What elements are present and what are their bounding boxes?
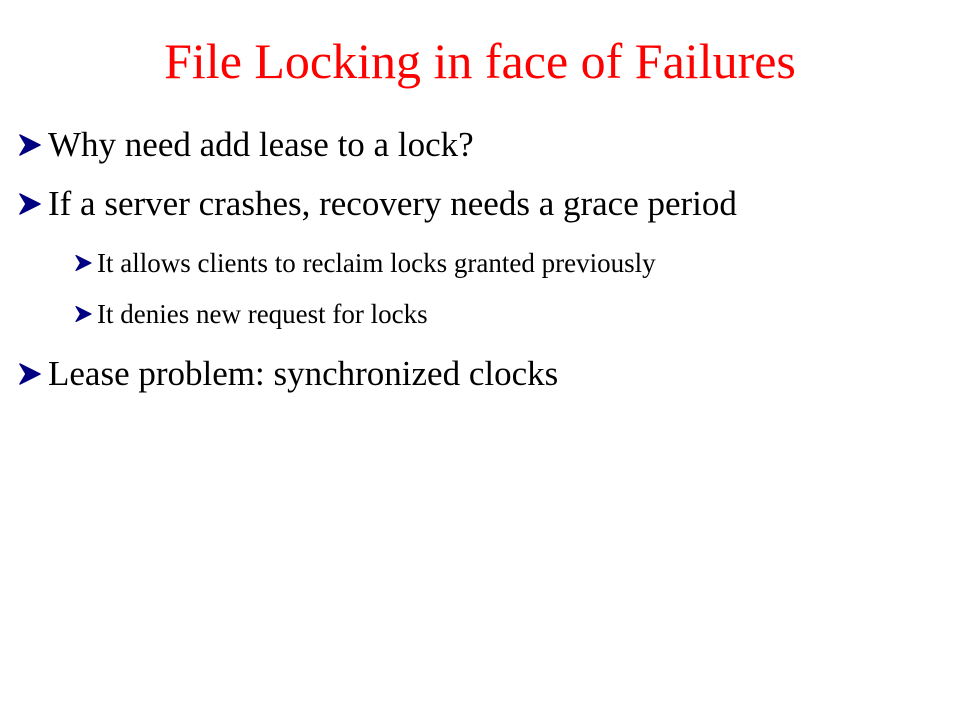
bullet-item [19, 182, 737, 226]
bullet-text: Why need add lease to a lock? [48, 125, 474, 164]
sub-bullet-text: It denies new request for locks [97, 299, 428, 329]
bullet-text: If a server crashes, recovery needs a grace period [48, 184, 737, 223]
arrow-bullet-icon [19, 133, 42, 157]
sub-bullet-text: It allows clients to reclaim locks granted previously [97, 248, 656, 278]
bullet-item [19, 123, 474, 167]
arrow-bullet-icon [75, 305, 92, 323]
sub-bullet-item [75, 296, 428, 332]
bullet-text: Lease problem: synchronized clocks [48, 354, 559, 393]
arrow-bullet-icon [19, 192, 42, 216]
sub-bullet-item [75, 245, 656, 281]
arrow-bullet-icon [75, 254, 92, 272]
bullet-item [19, 352, 558, 396]
arrow-bullet-icon [19, 362, 42, 386]
slide-title: File Locking in face of Failures [164, 33, 796, 89]
